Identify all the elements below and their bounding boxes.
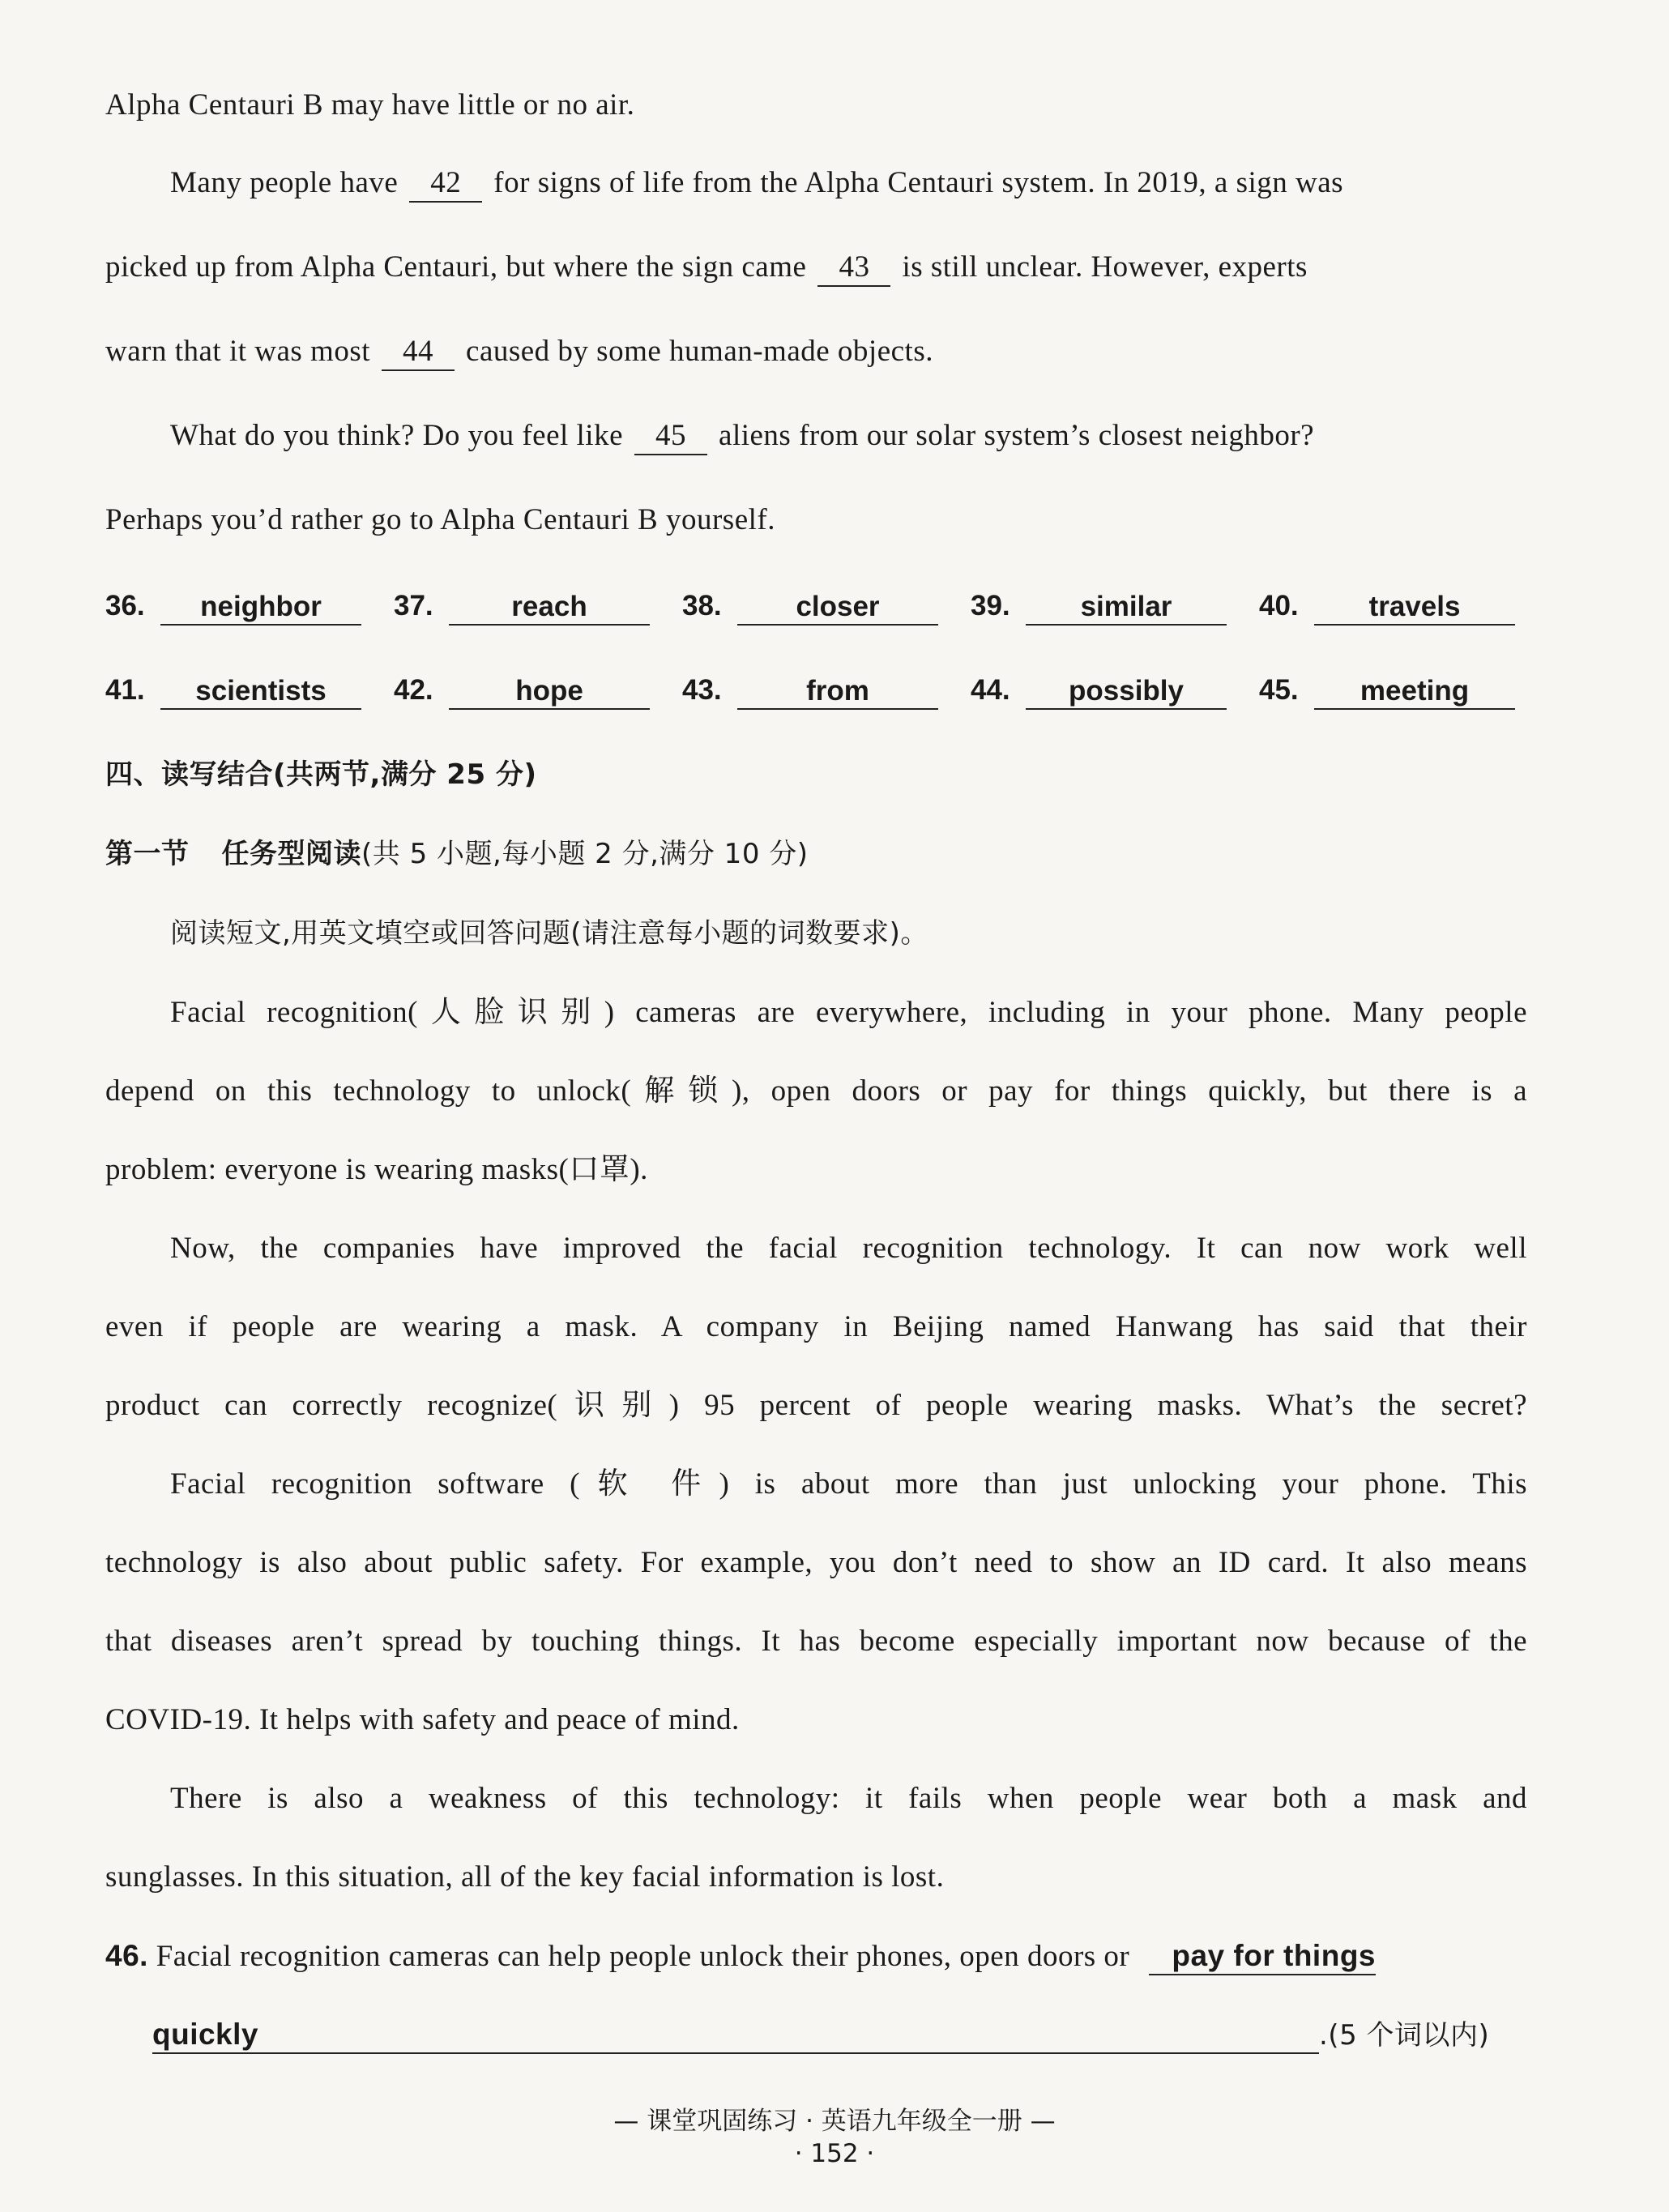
page-number: · 152 ·: [794, 2139, 875, 2168]
reading-line: There is also a weakness of this technology: it fails when people wear both a mask and: [170, 1782, 1527, 1815]
answer-field-46-part2: quickly: [152, 2017, 1319, 2054]
passage-line: Perhaps you’d rather go to Alpha Centauri B yourself.: [105, 503, 775, 536]
footer-book-title: — 课堂巩固练习 · 英语九年级全一册 —: [613, 2107, 1056, 2136]
blank-42: 42: [409, 165, 482, 203]
reading-line: product can correctly recognize(识别) 95 percent of people wearing masks. What’s the secret?: [105, 1389, 1527, 1422]
passage-line: picked up from Alpha Centauri, but where the sign came 43 is still unclear. However, experts: [105, 248, 1527, 287]
reading-line: depend on this technology to unlock(解锁), open doors or pay for things quickly, but there is a: [105, 1074, 1527, 1108]
reading-line: that diseases aren’t spread by touching things. It has become especially important now because of the: [105, 1625, 1527, 1658]
question-46: 46. Facial recognition cameras can help people unlock their phones, open doors or pay for things: [105, 1937, 1527, 1976]
reading-line: COVID-19. It helps with safety and peace of mind.: [105, 1703, 740, 1736]
passage-line: What do you think? Do you feel like 45 aliens from our solar system’s closest neighbor?: [170, 416, 1527, 455]
answer-field: travels: [1314, 590, 1515, 626]
answer-row-1: 36. neighbor 37. reach 38. closer 39. similar 40. travels: [105, 585, 1531, 630]
answer-field: meeting: [1314, 674, 1515, 710]
passage-line: Alpha Centauri B may have little or no air.: [105, 88, 635, 122]
subsection-title: 第一节 任务型阅读(共 5 小题,每小题 2 分,满分 10 分): [105, 838, 809, 870]
instruction: 阅读短文,用英文填空或回答问题(请注意每小题的词数要求)。: [170, 917, 928, 950]
answer-field: from: [737, 674, 938, 710]
answer-field: neighbor: [160, 590, 361, 626]
question-46-continued: quickly .(5 个词以内): [152, 2016, 1530, 2055]
answer-field: possibly: [1026, 674, 1227, 710]
answer-row-2: 41. scientists 42. hope 43. from 44. possibly 45. meeting: [105, 669, 1531, 715]
reading-line: Facial recognition software (软 件) is about more than just unlocking your phone. This: [170, 1467, 1527, 1501]
passage-line: warn that it was most 44 caused by some human-made objects.: [105, 332, 1527, 371]
section-title: 四、读写结合(共两节,满分 25 分): [105, 758, 537, 791]
blank-45: 45: [634, 418, 707, 455]
blank-43: 43: [817, 250, 890, 287]
answer-field: similar: [1026, 590, 1227, 626]
reading-line: Now, the companies have improved the facial recognition technology. It can now work well: [170, 1232, 1527, 1265]
reading-line: even if people are wearing a mask. A company in Beijing named Hanwang has said that their: [105, 1310, 1527, 1343]
answer-field: reach: [449, 590, 650, 626]
answer-field: closer: [737, 590, 938, 626]
reading-line: technology is also about public safety. For example, you don’t need to show an ID card. It also means: [105, 1546, 1527, 1579]
answer-field: hope: [449, 674, 650, 710]
answer-field-46-part1: pay for things: [1149, 1938, 1376, 1975]
answer-field: scientists: [160, 674, 361, 710]
blank-44: 44: [382, 334, 455, 371]
reading-line: sunglasses. In this situation, all of the key facial information is lost.: [105, 1860, 945, 1894]
reading-line: problem: everyone is wearing masks(口罩).: [105, 1153, 648, 1186]
reading-line: Facial recognition(人脸识别) cameras are everywhere, including in your phone. Many people: [170, 996, 1527, 1029]
passage-line: Many people have 42 for signs of life from the Alpha Centauri system. In 2019, a sign was: [170, 164, 1527, 203]
